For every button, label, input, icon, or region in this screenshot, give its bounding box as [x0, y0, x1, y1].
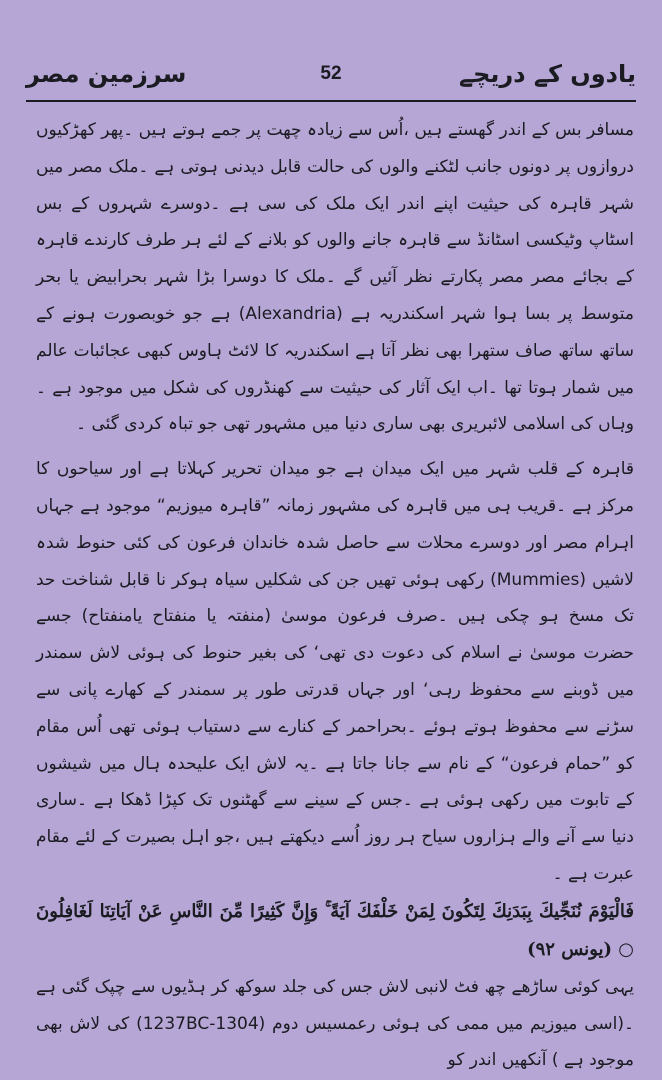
paragraph-alexandria: مسافر بس کے اندر گھستے ہیں ،اُس سے زیادہ چھت پر جمے ہوتے ہیں ۔پھر کھڑکیوں دروازوں پر دونوں جانب لٹکنے والوں کی حالت قابل دیدنی ہوتی ہے ۔ملک مصر میں شہر قاہرہ کی حیثیت اپنے اندر ایک ملک کی سی ہے ۔دوسرے شہروں کے بس اسٹاپ وٹیکسی اسٹانڈ سے قاہرہ جانے والوں کو بلانے کے لئے ہر طرف کارندے قاہرہ کے بجائے مصر مصر پکارتے نظر آئیں گے ۔ملک کا دوسرا بڑا شہر بحرابیض یا بحر متوسط پر بسا ہوا شہر اسکندریہ ہے (Alexandria) ہے جو خوبصورت ہونے کے ساتھ ساتھ صاف ستھرا بھی نظر آتا ہے اسکندریہ کا لائٹ ہاوس کبھی عجائبات عالم میں شمار ہوتا تھا ۔اب ایک آثار کی حیثیت سے کھنڈروں کی شکل میں موجود ہے ۔وہاں کی اسلامی لائبریری بھی ساری دنیا میں مشہور تھی جو تباہ کردی گئی ۔ — [36, 120, 634, 435]
book-title: یادوں کے دریچے — [459, 60, 636, 88]
header-rule — [26, 100, 636, 102]
chapter-title: سرزمین مصر — [26, 60, 187, 88]
page-number: 52 — [320, 63, 342, 84]
quran-verse: فَالْيَوْمَ نُنَجِّيكَ بِبَدَنِكَ لِتَكُونَ لِمَنْ خَلْفَكَ آيَةً ۚ وَإِنَّ كَثِيرًا مِّنَ النَّاسِ عَنْ آيَاتِنَا لَغَافِلُونَ ○ (یونس ۹۲) — [36, 900, 634, 960]
page-header — [26, 52, 636, 96]
paragraph-mummy: یہی کوئی ساڑھے چھ فٹ لانبی لاش جس کی جلد سوکھ کر ہڈیوں سے چپک گئی ہے ۔(اسی میوزیم میں ممی کی ہوئی رعمسیس دوم (1304-1237BC) کی لاش بھی موجود ہے ) آنکھیں اندر کو — [36, 976, 634, 1071]
paragraph-cairo-museum: قاہرہ کے قلب شہر میں ایک میدان ہے جو میدان تحریر کہلاتا ہے اور سیاحوں کا مرکز ہے ۔قریب ہی میں قاہرہ کی مشہور زمانہ ”قاہرہ میوزیم“ موجود ہے جہاں اہرام مصر اور دوسرے محلات سے حاصل شدہ خاندان فرعون کی کئی حنوط شدہ لاشیں (Mummies) رکھی ہوئی تھیں جن کی شکلیں سیاہ ہوکر نا قابل شناخت حد تک مسخ ہو چکی ہیں ۔صرف فرعون موسیٰ (منفتہ یا منفتاح یامنفتاح) جسے حضرت موسیٰ نے اسلام کی دعوت دی تھی‘ کی بغیر حنوط کی ہوئی لاش سمندر میں ڈوبنے سے محفوظ رہی‘ اور جہاں قدرتی طور پر سمندر کے کھارے پانی سے سڑنے سے محفوظ ہوتے ہوئے ۔بحراحمر کے کنارے سے دستیاب ہوئی تھی اُس مقام کو ”حمام فرعون“ کے نام سے جانا جاتا ہے ۔یہ لاش ایک علیحدہ ہال میں شیشوں کے تابوت میں رکھی ہوئی ہے ۔جس کے سینے سے گھٹنوں تک کپڑا ڈھکا ہے ۔ساری دنیا سے آنے والے ہزاروں سیاح ہر روز اُسے دیکھتے ہیں ،جو اہل بصیرت کے لئے مقام عبرت ہے ۔ — [36, 459, 634, 884]
page-body — [36, 112, 634, 1071]
